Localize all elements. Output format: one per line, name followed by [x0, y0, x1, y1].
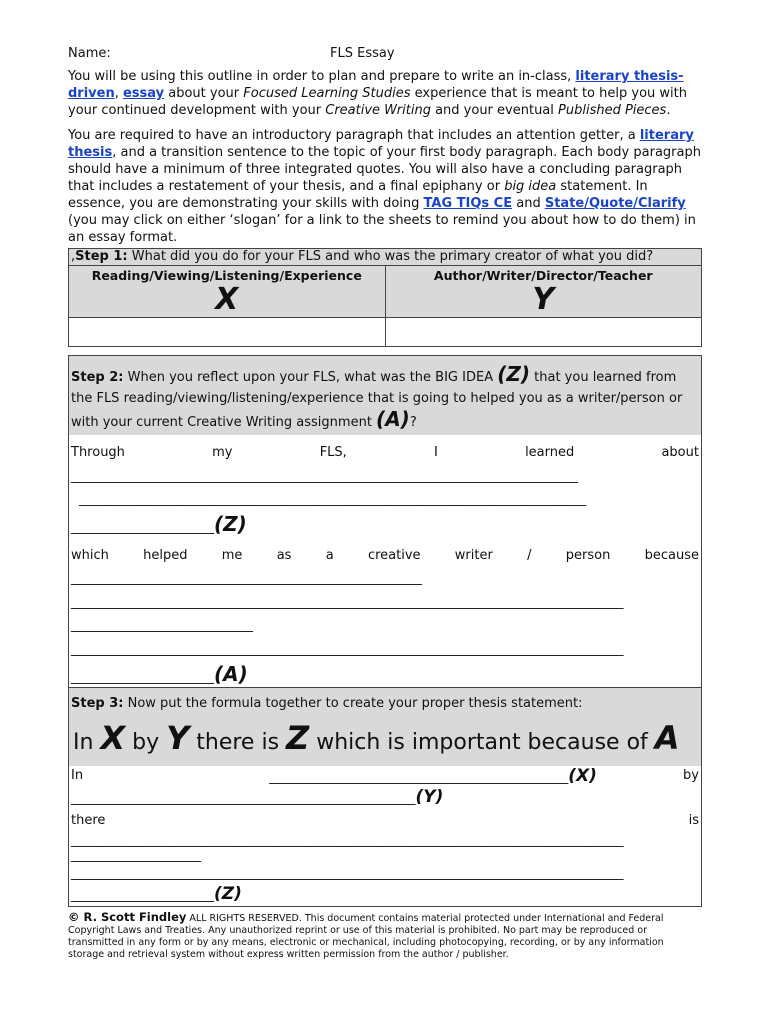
blank-line[interactable]: _____________________________________________________________________________________ — [71, 642, 624, 657]
word: I — [434, 445, 438, 460]
variable-z: (Z) — [497, 362, 531, 386]
step1-question — [69, 249, 702, 266]
word: writer — [454, 548, 493, 563]
formula-text: there is — [189, 730, 287, 755]
word: by — [683, 768, 699, 783]
blank: ______________________ — [71, 670, 214, 685]
x-mark: (X) — [568, 766, 597, 786]
a-mark: (A) — [214, 665, 248, 686]
thesis-formula — [69, 715, 701, 766]
intro-paragraph-1 — [68, 68, 702, 119]
word: my — [212, 445, 233, 460]
step2-text: When you reflect upon your FLS, what was the BIG IDEA — [123, 370, 498, 385]
formula-a: A — [654, 719, 680, 757]
through-line — [69, 439, 701, 466]
word: me — [221, 548, 243, 563]
word: creative — [367, 548, 421, 563]
step2-question — [69, 356, 701, 435]
y-mark: (Y) — [415, 788, 444, 807]
variable-x: X — [215, 282, 239, 317]
blank: ______________________ — [71, 888, 214, 903]
step1-question-row — [69, 249, 702, 266]
step1-col1-cell — [69, 266, 386, 318]
literary-thesis-driven-link[interactable]: literary thesis-driven — [68, 69, 684, 101]
word: because — [644, 548, 699, 563]
word: which — [71, 548, 109, 563]
word: about — [661, 445, 699, 460]
text: about your — [164, 86, 244, 101]
essay-link[interactable]: essay — [122, 86, 165, 101]
literary-thesis-link[interactable]: literary thesis — [68, 128, 694, 160]
reading-viewing-column-header: Reading/Viewing/Listening/Experience — [91, 268, 362, 283]
formula-text: In — [73, 730, 101, 755]
text: , — [114, 86, 123, 101]
copyright-text: ALL RIGHTS RESERVED. This document contains material protected under International and Federal Copyright Laws and Treaties. Any unauthorized reprint or use of this material is prohibited. No part may be reproduced or transmitted in any form or by any means, electronic or mechanical, including photocopying, recording, or by any information storage and retrieval system without express written permission from the author / publisher. — [68, 913, 664, 960]
step3-box — [68, 688, 702, 907]
text: , and a transition sentence to the topic of your first body paragraph. Each body paragraph should have a minimum of three integrated quotes. You will also have a concluding paragraph that includes a restatement of your thesis, and a final epiphany or — [68, 145, 701, 194]
step1-question-text: What did you do for your FLS and who was the primary creator of what you did? — [127, 249, 654, 264]
word: a — [325, 548, 334, 563]
step3-label: Step 3: — [71, 696, 124, 711]
z-blank-line[interactable] — [69, 884, 701, 906]
word: FLS, — [319, 445, 347, 460]
step2-box — [68, 355, 702, 688]
step1-answer-y[interactable] — [385, 318, 702, 347]
z-blank-line[interactable] — [69, 512, 701, 540]
step3-text: Now put the formula together to create your proper thesis statement: — [123, 696, 583, 711]
intro-paragraph-2 — [68, 127, 702, 246]
focused-learning-studies-text: Focused Learning Studies — [243, 86, 411, 101]
blank-line[interactable]: ______________________________________________________ — [71, 571, 422, 586]
word: as — [276, 548, 292, 563]
copyright-footer — [68, 911, 702, 961]
which-line — [69, 542, 701, 569]
x-blank[interactable] — [269, 766, 597, 788]
a-blank-line[interactable] — [69, 665, 701, 687]
blank-line[interactable]: ____________________ — [71, 848, 201, 863]
formula-x: X — [100, 719, 126, 757]
blank: ______________________________________________ — [269, 770, 569, 785]
text: and — [512, 196, 545, 211]
step2-text: that you learned from the FLS reading/viewing/listening/experience that is going to helped you as a writer/person or with your current Creative Writing assignment — [71, 370, 683, 430]
step3-question — [69, 688, 701, 715]
blank-line[interactable]: _____________________________________________________________________________________ — [71, 595, 624, 610]
in-line — [69, 766, 701, 788]
step1-header-row — [69, 266, 702, 318]
formula-y: Y — [166, 719, 190, 757]
text: (you may click on either ‘slogan’ for a link to the sheets to remind you about how to do them) in an essay format. — [68, 213, 696, 245]
word: there — [71, 813, 106, 828]
word: person — [565, 548, 611, 563]
y-blank-line[interactable] — [69, 788, 701, 808]
document-title: FLS Essay — [330, 46, 395, 61]
author-writer-column-header: Author/Writer/Director/Teacher — [433, 268, 653, 283]
blank-line[interactable]: ____________________________ — [71, 618, 253, 633]
word: / — [527, 548, 532, 563]
text: experience that is meant to help you with your continued development with your — [68, 86, 687, 118]
step1-label: Step 1: — [75, 249, 128, 264]
step1-col2-cell — [385, 266, 702, 318]
word: learned — [525, 445, 575, 460]
blank-line[interactable]: _____________________________________________________________________________________ — [71, 834, 624, 848]
blank-line[interactable]: ______________________________________________________________________________ — [71, 469, 578, 484]
text: and your eventual — [430, 103, 559, 118]
z-mark: (Z) — [214, 512, 247, 536]
variable-y: Y — [532, 282, 555, 317]
big-idea-text: big idea — [504, 179, 557, 194]
step1-answer-row — [69, 318, 702, 347]
step2-label: Step 2: — [71, 370, 124, 385]
formula-z: Z — [286, 719, 310, 757]
text: You will be using this outline in order to plan and prepare to write an in-class, — [68, 69, 576, 84]
text: . — [666, 103, 671, 118]
word: is — [688, 813, 699, 828]
word: In — [71, 768, 84, 783]
text: You are required to have an introductory paragraph that includes an attention getter, a — [68, 128, 640, 143]
formula-text: by — [125, 730, 167, 755]
step2-text: ? — [409, 415, 417, 430]
step1-table — [68, 248, 702, 347]
document-header — [68, 46, 702, 64]
there-line — [69, 808, 701, 834]
text: statement. In essence, you are demonstrating your skills with doing — [68, 179, 648, 211]
word: helped — [143, 548, 188, 563]
variable-a: (A) — [376, 407, 410, 431]
published-pieces-text: Published Pieces — [558, 103, 667, 118]
blank: _____________________________________________________ — [71, 791, 416, 806]
copyright-holder: © R. Scott Findley — [68, 910, 187, 924]
name-label: Name: — [68, 46, 111, 61]
tag-tiqs-ce-link[interactable]: TAG TIQs CE — [423, 196, 513, 211]
formula-text: which is important because of — [309, 730, 655, 755]
z-mark: (Z) — [214, 884, 242, 904]
creative-writing-text: Creative Writing — [325, 103, 431, 118]
step1-prefix: , — [71, 249, 76, 264]
step1-answer-x[interactable] — [69, 318, 386, 347]
blank: ______________________ — [71, 520, 214, 535]
state-quote-clarify-link[interactable]: State/Quote/Clarify — [544, 196, 686, 211]
blank-line[interactable]: ______________________________________________________________________________ — [79, 492, 586, 507]
word: Through — [71, 445, 125, 460]
blank-line[interactable]: _____________________________________________________________________________________ — [71, 866, 624, 881]
document-page — [68, 46, 702, 961]
